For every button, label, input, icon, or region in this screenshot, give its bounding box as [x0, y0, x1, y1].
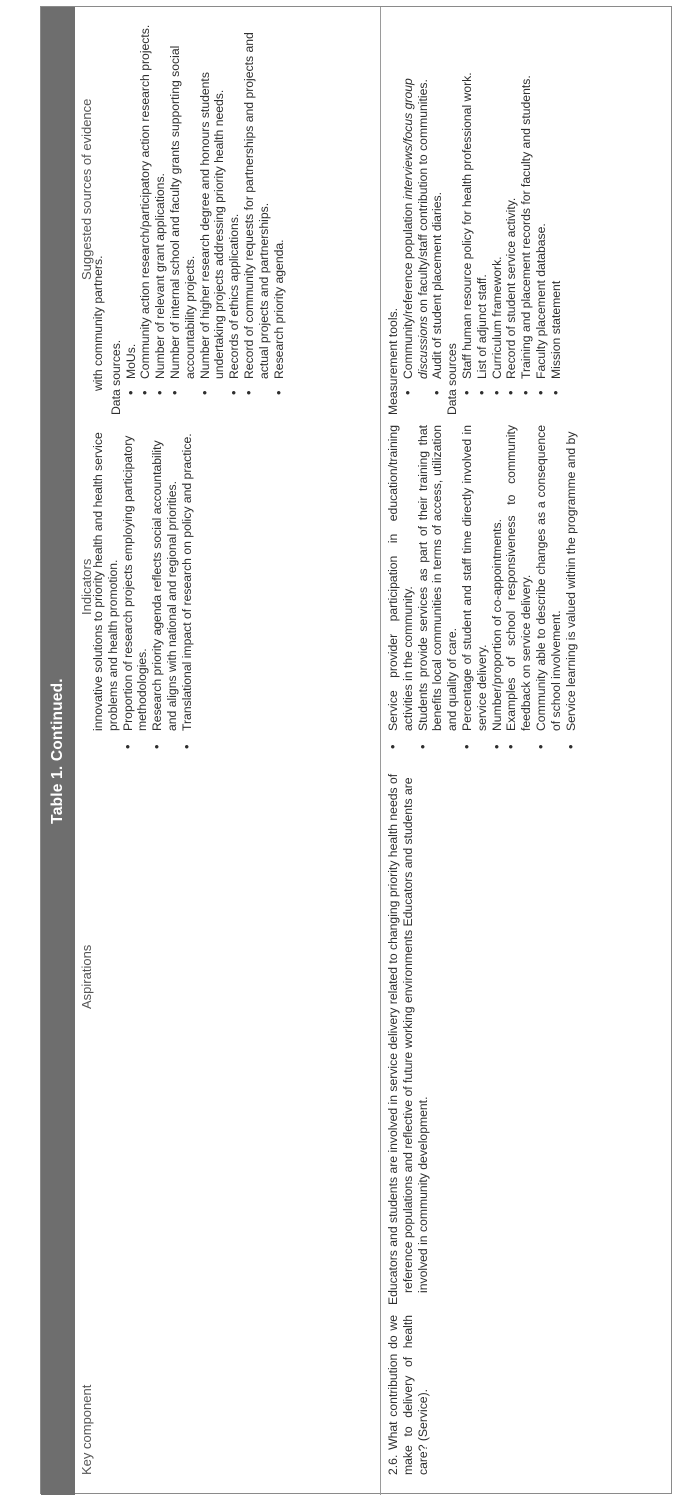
list-item: • Faculty placement database. — [534, 20, 549, 397]
list-item: • Research priority agenda. — [272, 20, 287, 397]
list-item: • Staff human resource policy for health professional work. — [460, 20, 475, 397]
row1-indicators-list — [121, 425, 195, 755]
list-item: • Record of student service activity. — [504, 20, 519, 397]
list-item: • Translational impact of research on policy and practice. — [180, 425, 195, 755]
row2-data-sources-list — [460, 20, 564, 415]
row1-data-sources-list — [124, 20, 287, 415]
table-title-bar — [41, 7, 75, 1495]
header-key-component: Key component — [79, 1384, 94, 1475]
list-item: • Record of community requests for partnerships and projects and actual projects and partnerships. — [242, 20, 272, 397]
row2-indicators — [386, 425, 578, 755]
list-item: • Service provider participation in education/training activities in the community. — [386, 425, 416, 755]
list-item: • Records of ethics applications. — [227, 20, 242, 397]
row2-data-sources-label: Data sources — [445, 343, 460, 415]
list-item: • Community action research/participatory action research projects. — [138, 20, 153, 397]
header-indicators: Indicators — [79, 558, 94, 615]
header-evidence: Suggested sources of evidence — [79, 98, 94, 280]
table-frame — [40, 6, 672, 1494]
row2-measurement-list — [401, 20, 445, 415]
list-item: • Percentage of student and staff time directly involved in service delivery. — [460, 425, 490, 755]
list-item: • Service learning is valued within the programme and by — [564, 425, 579, 755]
list-item: • Training and placement records for faculty and students. — [519, 20, 534, 397]
list-item: • Mission statement — [549, 20, 564, 397]
row1-evidence-intro: with community partners. — [91, 255, 105, 391]
row2-aspirations — [386, 765, 430, 1305]
list-item: • MoUs. — [124, 20, 139, 397]
row1-indicators-intro: innovative solutions to priority health and health service problems and health promotion. — [91, 432, 120, 731]
list-item: • Research priority agenda reflects social accountability and aligns with national and regional priorities. — [150, 425, 180, 755]
table-title: Table 1. Continued. — [49, 678, 66, 824]
row1-data-sources-label: Data sources. — [108, 339, 123, 415]
list-item: • Community/reference population interviews/focus group discussions on faculty/staff contribution to communities. — [401, 20, 431, 397]
list-item: • Number/proportion of co-appointments. — [490, 425, 505, 755]
row2-key-component: 2.6. What contribution do we make to delivery of health care? (Service). — [386, 1315, 430, 1475]
row2-indicators-list — [386, 425, 578, 755]
list-item: • Community able to describe changes as a consequence of school involvement. — [534, 425, 564, 755]
list-item: • Number of higher research degree and honours students undertaking projects addressing priority health needs. — [198, 20, 228, 397]
row1-evidence — [91, 20, 286, 415]
row2-evidence — [386, 20, 564, 415]
list-item: • Examples of school responsiveness to community feedback on service delivery. — [504, 425, 534, 755]
list-item: • Number of relevant grant applications. — [153, 20, 168, 397]
list-item: • List of adjunct staff. — [475, 20, 490, 397]
row2-measurement-label: Measurement tools. — [386, 307, 400, 415]
list-item: • Audit of student placement diaries. — [430, 20, 445, 397]
row-divider — [380, 7, 381, 1495]
list-item: • Number of internal school and faculty grants supporting social accountability projects. — [168, 20, 198, 397]
rotated-table — [41, 7, 673, 1495]
header-aspirations: Aspirations — [79, 944, 94, 1009]
list-item: • Curriculum framework. — [490, 20, 505, 397]
row1-indicators — [91, 425, 195, 755]
list-item: • Students provide services as part of their training that benefits local communities in terms of access, utilization and quality of care. — [416, 425, 460, 755]
row2-aspirations-text: Educators and students are involved in service delivery related to changing priority health needs of reference populations and reflective of future working environments Educators and students are involved in community development. — [386, 773, 430, 1305]
list-item: • Proportion of research projects employing participatory methodologies. — [121, 425, 151, 755]
